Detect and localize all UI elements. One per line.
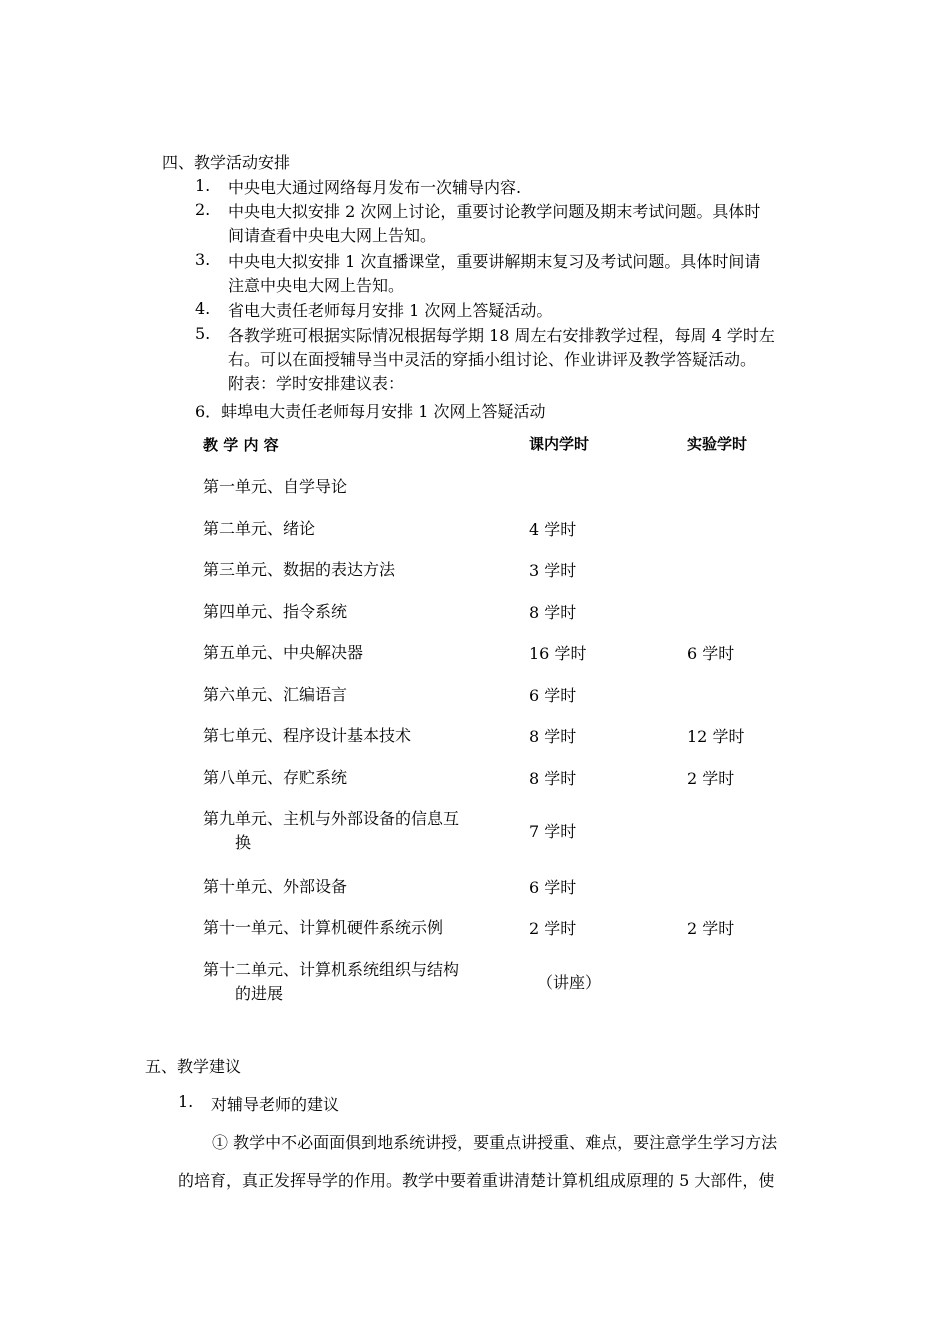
table-cell-hours: 3 学时 xyxy=(529,561,577,580)
table-cell-hours: 7 学时 xyxy=(529,822,577,841)
list-text: 中央电大拟安排 2 次网上讨论，重要讨论教学问题及期末考试问题。具体时 xyxy=(228,202,761,221)
table-row xyxy=(203,875,803,899)
list-text: 中央电大通过网络每月发布一次辅导内容. xyxy=(228,178,522,197)
list-text: 省电大责任老师每月安排 1 次网上答疑活动。 xyxy=(228,301,553,320)
suggestion-item-1-text: 对辅导老师的建议 xyxy=(211,1095,340,1114)
cell-text: 第五单元、中央解决器 xyxy=(203,643,364,662)
list-number: 1. xyxy=(178,1092,194,1111)
table-cell-lab: 2 学时 xyxy=(687,919,735,938)
table-cell-content xyxy=(203,875,493,899)
table-cell-content xyxy=(203,517,493,541)
table-cell-hours: 16 学时 xyxy=(529,644,587,663)
table-row xyxy=(203,475,803,499)
table-cell-hours: 8 学时 xyxy=(529,603,577,622)
cell-text: 第七单元、程序设计基本技术 xyxy=(203,726,412,745)
table-row xyxy=(203,558,803,582)
table-cell-hours: 6 学时 xyxy=(529,878,577,897)
table-cell-content xyxy=(203,641,493,665)
table-header-row xyxy=(203,433,803,457)
table-cell-content xyxy=(203,916,493,940)
list-text: 间请查看中央电大网上告知。 xyxy=(228,226,437,245)
list-number: 5. xyxy=(195,324,211,343)
cell-text: 第八单元、存贮系统 xyxy=(203,768,348,787)
list-text: 中央电大拟安排 1 次直播课堂，重要讲解期末复习及考试问题。具体时间请 xyxy=(228,252,761,271)
section-5-heading: 五、教学建议 xyxy=(145,1057,242,1076)
table-row xyxy=(203,600,803,624)
table-row xyxy=(203,958,803,1003)
list-text: 各教学班可根据实际情况根据每学期 18 周左右安排教学过程，每周 4 学时左 xyxy=(228,326,775,345)
paragraph-line-1: ① 教学中不必面面俱到地系统讲授，要重点讲授重、难点，要注意学生学习方法 xyxy=(212,1133,778,1152)
table-cell-lab: 2 学时 xyxy=(687,769,735,788)
table-cell-content xyxy=(203,958,493,1006)
list-text: 注意中央电大网上告知。 xyxy=(228,276,405,295)
table-row xyxy=(203,517,803,541)
section-4-heading: 四、教学活动安排 xyxy=(162,153,291,172)
list-number: 3. xyxy=(195,250,211,269)
table-cell-content xyxy=(203,683,493,707)
table-row xyxy=(203,683,803,707)
cell-text: 第九单元、主机与外部设备的信息互 xyxy=(203,809,460,828)
table-cell-hours: 6 学时 xyxy=(529,686,577,705)
cell-text: 第十单元、外部设备 xyxy=(203,877,348,896)
cell-text-continued: 换 xyxy=(235,833,252,852)
cell-text: 第二单元、绪论 xyxy=(203,519,316,538)
cell-text: 第十一单元、计算机硬件系统示例 xyxy=(203,918,444,937)
list-number: 1. xyxy=(195,176,211,195)
table-cell-hours: 2 学时 xyxy=(529,919,577,938)
table-cell-content xyxy=(203,558,493,582)
cell-text-continued: 的进展 xyxy=(235,984,284,1003)
cell-text: 第三单元、数据的表达方法 xyxy=(203,560,396,579)
list-number: 4. xyxy=(195,299,211,318)
table-cell-content xyxy=(203,807,493,855)
table-cell-content xyxy=(203,600,493,624)
table-row xyxy=(203,641,803,665)
table-row xyxy=(203,807,803,852)
cell-text: 第十二单元、计算机系统组织与结构 xyxy=(203,960,460,979)
table-row xyxy=(203,766,803,790)
table-cell-hours: 4 学时 xyxy=(529,520,577,539)
list-item-6: 6．蚌埠电大责任老师每月安排 1 次网上答疑活动 xyxy=(195,402,546,421)
table-header-hours: 课内学时 xyxy=(529,435,590,453)
list-text: 附表：学时安排建议表： xyxy=(228,374,405,393)
table-row xyxy=(203,724,803,748)
paragraph-line-2: 的培育，真正发挥导学的作用。教学中要着重讲清楚计算机组成原理的 5 大部件，使 xyxy=(178,1171,775,1190)
table-cell-hours: （讲座） xyxy=(537,973,602,992)
table-cell-content xyxy=(203,475,493,499)
suggestion-item-1 xyxy=(178,1092,193,1111)
table-cell-lab: 12 学时 xyxy=(687,727,745,746)
cell-text: 第四单元、指令系统 xyxy=(203,602,348,621)
list-text: 右。可以在面授辅导当中灵活的穿插小组讨论、作业讲评及教学答疑活动。 xyxy=(228,350,757,369)
table-cell-content xyxy=(203,724,493,748)
table-cell-hours: 8 学时 xyxy=(529,769,577,788)
table-header-lab: 实验学时 xyxy=(687,435,748,453)
table-header-content: 教 学 内 容 xyxy=(203,436,279,454)
table-cell-content xyxy=(203,766,493,790)
cell-text: 第一单元、自学导论 xyxy=(203,477,348,496)
cell-text: 第六单元、汇编语言 xyxy=(203,685,348,704)
table-cell-hours: 8 学时 xyxy=(529,727,577,746)
list-number: 2. xyxy=(195,200,211,219)
table-cell-lab: 6 学时 xyxy=(687,644,735,663)
table-row xyxy=(203,916,803,940)
